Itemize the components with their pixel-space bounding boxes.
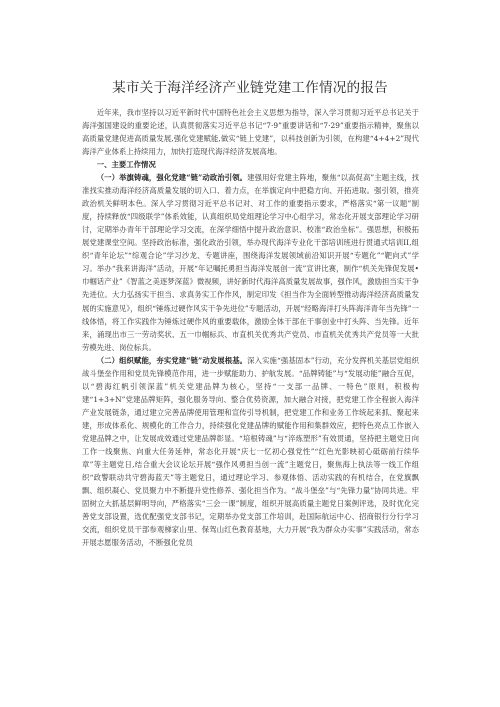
- intro-paragraph: 近年来，我市坚持以习近平新时代中国特色社会主义思想为指导，深入学习贯彻习近平总书记关于海洋强国建设的重要论述，认真贯彻落实习近平总书记“7·9”重要讲话和“7·29”重要指示精神，聚焦以高质量党建促进高质量发展,强化党建赋能,做实“链上党建”，以科技创新为引领，在构建“4+4+2”现代海洋产业体系上持续用力，加快打造现代海洋经济发展高地。: [82, 108, 419, 157]
- document-title: 某市关于海洋经济产业链党建工作情况的报告: [112, 80, 388, 96]
- subsection-2-paragraph: [82, 354, 419, 550]
- subsection-2-body: 深入实施“强基固本”行动，充分发挥机关基层党组织战斗堡垒作用和党员先锋模范作用，进一步赋能助力、护航发展。“品牌铸能”与“发展动能”融合互促，以“碧海红帆引领深蓝”机关党建品牌为核心，坚持“一支部一品牌、一特色”原则，积极构建“1+3+N”党建品牌矩阵，强化服务导向、整合优势资源，加大融合对接，把党建工作全程嵌入海洋产业发展链条，通过建立完善品牌使用管理和宣传引导机制，把党建工作和业务工作统起来抓、聚起来建，形成体系化、规模化的工作合力，持续强化党建品牌的赋能作用和集群效应，把特色亮点工作嵌入党建品牌之中，让发展成效通过党建品牌彰显。“培根铸魂”与“淬炼塑形”有效贯通，坚持把主题党日向工作一线聚焦、向重大任务延伸，常态化开展“庆七一忆初心强党性”“红色光影映初心砥砺前行续华章”等主题党日,结合重大会议论坛开展“强作风勇担当创一流”主题党日，聚焦海上执法等一线工作组织“政警联动共守碧海蓝天”等主题党日，通过理论学习、参观体悟、活动实践的有机结合，在党旗飘飘、组织凝心、党员聚力中不断提升党性修养、强化担当作为。“战斗堡垒”与“先锋力量”协同共进。牢固树立大抓基层鲜明导向，严格落实“三会一课”制度，组织开展高质量主题党日案例评选，及时优化完善党支部设置，选优配强党支部书记，定期举办党支部工作培训，赴国际航运中心、招商银行分行学习交流，组织党员干部参观梯家山里、保驾山红色教育基地，大力开展“我为群众办实事”实践活动，常态开展志愿服务活动，不断强化党员: [82, 355, 419, 548]
- subsection-1-body: 建强用好党建主阵地，聚焦“以高促高”主题主线，找准找实推动海洋经济高质量发展的切入口、着力点，在举旗定向中把稳方向、开拓进取。强引领，推亮政治机关鲜明本色。深入学习贯彻习近平总书记对、对工作的重要指示要求，严格落实“第一议题”制度，持续释放“四级联学”体系效能，认真组织局党组理论学习中心组学习，常态化开展支部理论学习研讨，定期举办青年干部理论学习交流，在深学细悟中提升政治意识、校准“政治坐标”。强思想，积极拓展党建课堂空间。坚持政治标准，强化政治引领，举办现代海洋专业化干部培训班进行贯通式培训II,组织“青年论坛”“综观合论”学习沙龙、专题讲座，围绕海洋发展领域前沿知识开展“专题化”“靶向式”学习。举办“我来讲海洋”活动，开展“年记嘱托勇担当海洋发展创一流”宣讲比赛，制作“机关先锋促发展•巾帼话产业”《智蓝之美逐梦深蓝》微视频，讲好新时代海洋高质量发展故事，强作风，激励担当实干争先进位。大力弘扬实干担当、求真务实工作作风，制定印发《担当作为全面转型推动海洋经济高质量发展的实施意见》，组织“锤炼过硬作风实干争先进位”专题活动，开展“经略海洋打头阵海洋青年当先锋”一线体悟，将工作实践作为锤炼过硬作风的重要载体，激励全体干部在干事创业中打头阵、当先锋。近年来，涌现出市三一劳动奖状、五一巾帼标兵、市直机关优秀共产党员、市直机关优秀共产党员等一大批劳模先进、岗位标兵。: [82, 173, 419, 352]
- section-1: [82, 158, 419, 549]
- section-heading: 一、主要工作情况: [96, 160, 156, 169]
- intro-block: [82, 106, 419, 158]
- subsection-1-paragraph: [82, 171, 419, 354]
- subsection-1-title: （一）举旗铸魂，强化党建“链”动政治引领。: [96, 173, 248, 183]
- subsection-2-title: （二）组织赋能，夯实党建“链”动发展根基。: [96, 355, 248, 365]
